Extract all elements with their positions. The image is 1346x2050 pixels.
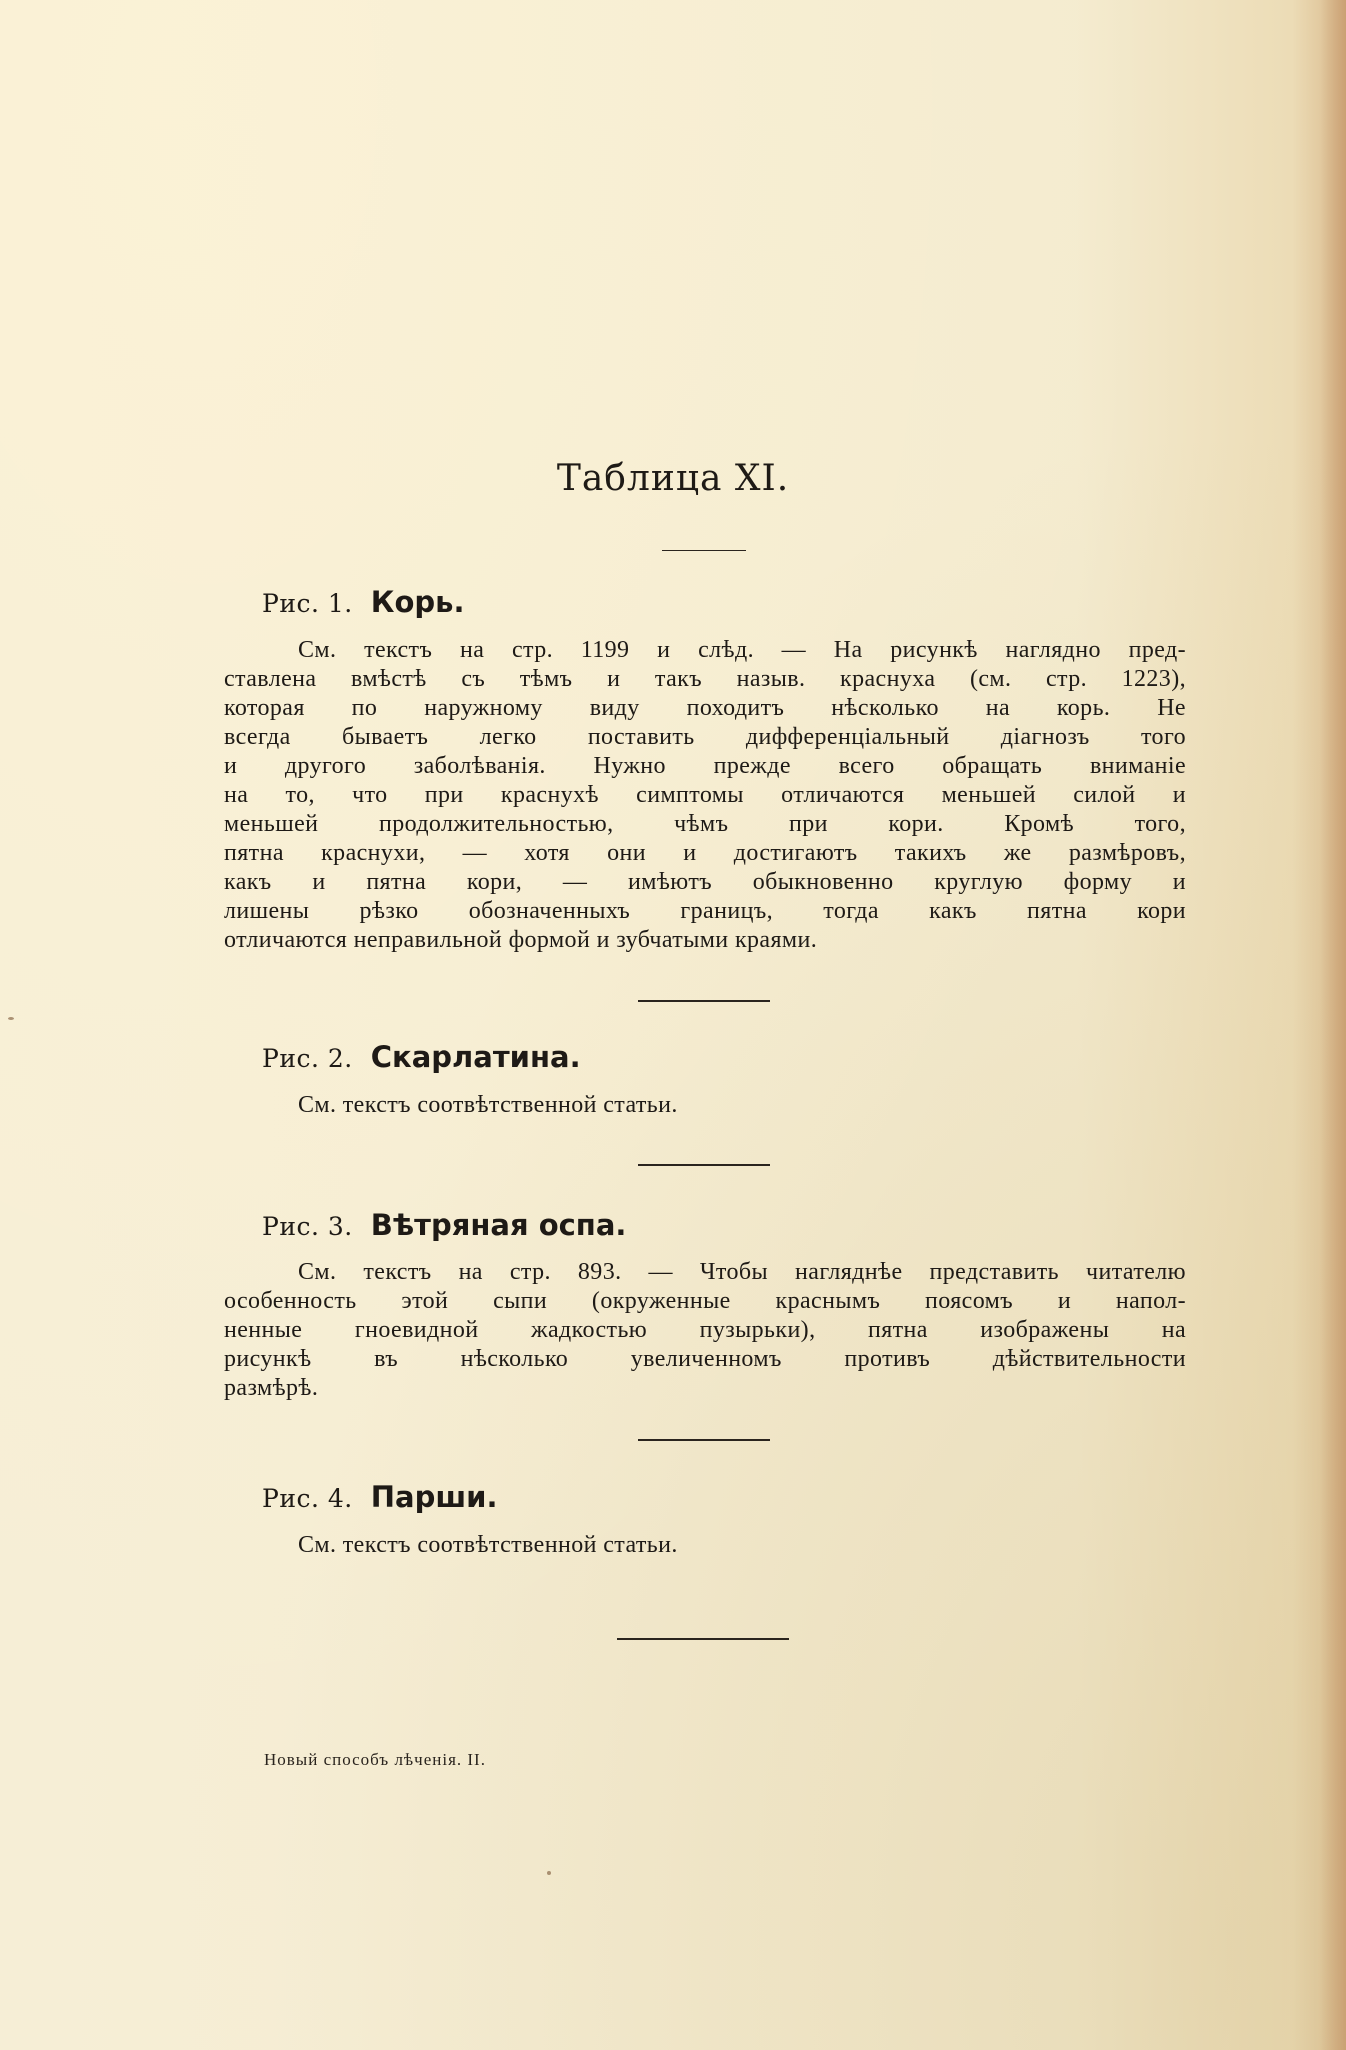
figure-3-name: Вѣтряная оспа. — [370, 1208, 627, 1242]
figure-4-name: Парши. — [370, 1480, 498, 1514]
figure-1-name: Корь. — [370, 585, 465, 619]
figure-4-number: Рис. 4. — [262, 1484, 353, 1513]
figure-3-line: ненные гноевидной жадкостью пузырьки), пятна изображены на — [224, 1317, 1186, 1343]
figure-3-line: См. текстъ на стр. 893. — Чтобы нагляднѣе представить читателю — [298, 1259, 1186, 1285]
paper-speck — [8, 1017, 14, 1020]
paper-speck — [547, 1871, 551, 1875]
page-edge-shading — [1320, 0, 1346, 2050]
figure-1-heading — [262, 585, 464, 619]
figure-2-number: Рис. 2. — [262, 1044, 353, 1073]
figure-1-line: ставлена вмѣстѣ съ тѣмъ и такъ назыв. краснуха (см. стр. 1223), — [224, 666, 1186, 692]
figure-1-number: Рис. 1. — [262, 589, 353, 618]
figure-3-line: размѣрѣ. — [224, 1375, 319, 1401]
figure-1-line: которая по наружному виду походитъ нѣсколько на корь. Не — [224, 695, 1186, 721]
figure-3-number: Рис. 3. — [262, 1212, 353, 1241]
figure-4-description: См. текстъ соотвѣтственной статьи. — [298, 1532, 678, 1558]
title-divider — [662, 550, 746, 551]
figure-3-line: рисункѣ въ нѣсколько увеличенномъ противъ дѣйствительности — [224, 1346, 1186, 1372]
section-divider — [638, 1164, 770, 1166]
section-divider — [638, 1000, 770, 1002]
figure-1-line: пятна краснухи, — хотя они и достигаютъ такихъ же размѣровъ, — [224, 840, 1186, 866]
figure-1-line: лишены рѣзко обозначенныхъ границъ, тогда какъ пятна кори — [224, 898, 1186, 924]
closing-divider — [617, 1638, 789, 1640]
figure-3-line: особенность этой сыпи (окруженные краснымъ поясомъ и напол- — [224, 1288, 1186, 1314]
figure-1-line: на то, что при краснухѣ симптомы отличаются меньшей силой и — [224, 782, 1186, 808]
figure-4-heading — [262, 1480, 497, 1514]
figure-3-heading — [262, 1208, 626, 1242]
figure-1-line: и другого заболѣванія. Нужно прежде всего обращать вниманіе — [224, 753, 1186, 779]
figure-1-line: какъ и пятна кори, — имѣютъ обыкновенно круглую форму и — [224, 869, 1186, 895]
figure-1-line: меньшей продолжительностью, чѣмъ при кори. Кромѣ того, — [224, 811, 1186, 837]
page-title: Таблица XI. — [556, 458, 790, 499]
figure-1-line: всегда бываетъ легко поставить дифференціальный діагнозъ того — [224, 724, 1186, 750]
figure-2-heading — [262, 1040, 581, 1074]
figure-1-line: См. текстъ на стр. 1199 и слѣд. — На рисункѣ наглядно пред- — [298, 637, 1186, 663]
figure-1-line: отличаются неправильной формой и зубчатыми краями. — [224, 927, 818, 953]
figure-2-name: Скарлатина. — [370, 1040, 581, 1074]
figure-2-description: См. текстъ соотвѣтственной статьи. — [298, 1092, 678, 1118]
footer-note: Новый способъ лѣченія. II. — [264, 1750, 486, 1769]
section-divider — [638, 1439, 770, 1441]
